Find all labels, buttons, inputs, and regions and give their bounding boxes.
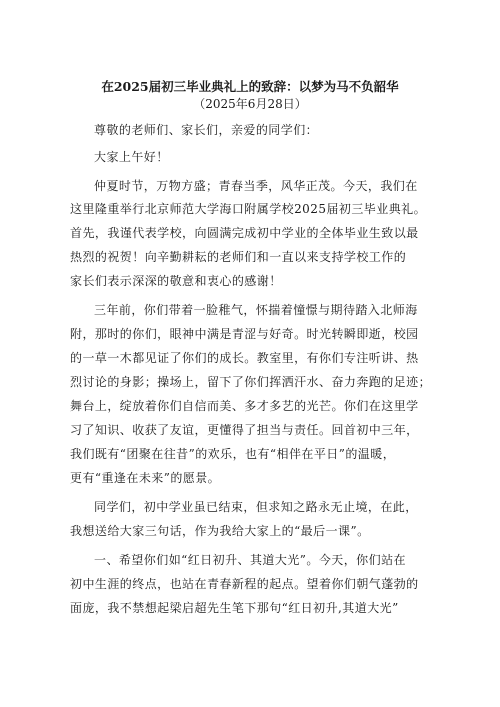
text-line: 同学们，初中学业虽已结束，但求知之路永无止境，在此， <box>94 500 418 514</box>
text-line: 烈讨论的身影；操场上，留下了你们挥洒汗水、奋力奔跑的足迹； <box>70 375 432 389</box>
text-line: 初中生涯的终点，也站在青春新程的起点。望着你们朝气蓬勃的 <box>70 577 419 591</box>
text-line: 习了知识、收获了友谊，更懂得了担当与责任。回首初中三年， <box>70 423 419 437</box>
document-date: （2025年6月28日） <box>193 97 307 111</box>
document-title: 在2025届初三毕业典礼上的致辞：以梦为马不负韶华 <box>101 79 399 94</box>
text-line: 家长们表示深深的敬意和衷心的感谢！ <box>70 274 282 288</box>
text-line: 舞台上，绽放着你们自信而美、多才多艺的光芒。你们在这里学 <box>70 399 419 413</box>
text-line: 首先，我谨代表学校，向圆满完成初中学业的全体毕业生致以最 <box>70 226 419 240</box>
text-line: 我想送给大家三句话，作为我给大家上的“最后一课”。 <box>70 524 370 538</box>
text-line: 的一草一木都见证了你们的成长。教室里，有你们专注听讲、热 <box>70 351 419 365</box>
text-line: 面庞，我不禁想起梁启超先生笔下那句“红日初升,其道大光” <box>70 601 399 615</box>
text-line: 更有“重逢在未来”的愿景。 <box>70 471 221 485</box>
text-line: 附，那时的你们，眼神中满是青涩与好奇。时光转瞬即逝，校园 <box>70 327 419 341</box>
text-line: 三年前，你们带着一脸稚气，怀揣着憧憬与期待踏入北师海 <box>94 303 418 317</box>
text-line: 一、希望你们如“红日初升、其道大光”。今天，你们站在 <box>94 553 406 567</box>
greeting: 大家上午好！ <box>94 150 169 164</box>
text-line: 热烈的祝贺！向辛勤耕耘的老师们和一直以来支持学校工作的 <box>70 250 407 264</box>
salutation: 尊敬的老师们、家长们，亲爱的同学们： <box>94 123 319 137</box>
text-line: 我们既有“团聚在往昔”的欢乐，也有“相伴在平日”的温暖， <box>70 447 396 461</box>
text-line: 这里隆重举行北京师范大学海口附属学校2025届初三毕业典礼。 <box>70 202 427 216</box>
text-line: 仲夏时节，万物方盛；青春当季，风华正茂。今天，我们在 <box>94 179 418 193</box>
